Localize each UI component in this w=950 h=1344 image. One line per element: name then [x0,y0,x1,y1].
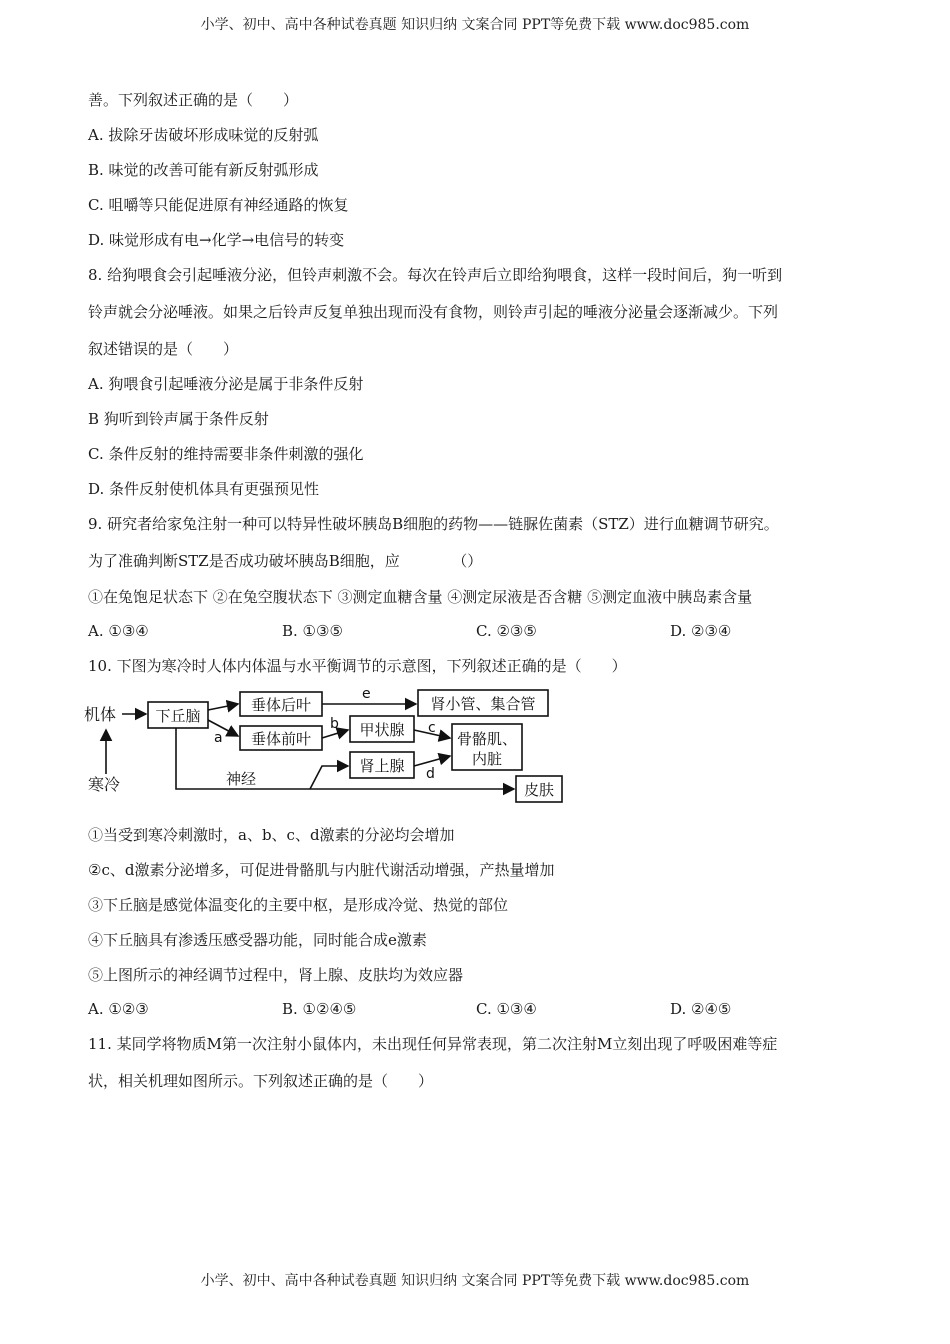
label-xiaqiunao: 下丘脑 [155,707,201,725]
q10-statement-4: ④下丘脑具有渗透压感受器功能，同时能合成e激素 [88,931,427,949]
q10-option-c: C. ①③④ [476,1000,537,1018]
q9-option-d: D. ②③④ [670,622,732,640]
q8-stem-line-1: 8. 给狗喂食会引起唾液分泌，但铃声刺激不会。每次在铃声后立即给狗喂食，这样一段时间后，狗一听到 [88,266,783,284]
q9-option-a: A. ①③④ [88,622,149,640]
q10-statement-3: ③下丘脑是感觉体温变化的主要中枢，是形成冷觉、热觉的部位 [88,896,509,914]
q7-option-c: C. 咀嚼等只能促进原有神经通路的恢复 [88,196,349,214]
label-shenjing: 神经 [226,770,257,788]
label-d: d [426,766,435,782]
q8-option-c: C. 条件反射的维持需要非条件刺激的强化 [88,445,364,463]
label-guge: 骨骼肌、 [456,730,518,748]
q9-option-b: B. ①③⑤ [282,622,343,640]
q9-stem-line-1: 9. 研究者给家兔注射一种可以特异性破坏胰岛B细胞的药物——链脲佐菌素（STZ）进行血糖调节研究。 [88,515,779,533]
label-chuitiqianye: 垂体前叶 [250,730,312,748]
label-jiazhuangxian: 甲状腺 [359,721,405,739]
q8-option-a: A. 狗喂食引起唾液分泌是属于非条件反射 [88,375,364,393]
label-e: e [362,686,371,702]
page-header: 小学、初中、高中各种试卷真题 知识归纳 文案合同 PPT等免费下载 www.doc985.com [200,17,750,33]
label-hanleng: 寒冷 [88,775,121,794]
q10-option-d: D. ②④⑤ [670,1000,732,1018]
q10-option-a: A. ①②③ [88,1000,149,1018]
label-pifu: 皮肤 [523,781,555,799]
page-footer: 小学、初中、高中各种试卷真题 知识归纳 文案合同 PPT等免费下载 www.doc985.com [200,1273,750,1289]
label-jiti: 机体 [84,705,117,724]
q7-option-a: A. 拔除牙齿破坏形成味觉的反射弧 [88,126,319,144]
q11-stem-line-1: 11. 某同学将物质M第一次注射小鼠体内，未出现任何异常表现，第二次注射M立刻出现了呼吸困难等症 [88,1035,778,1053]
label-neizang: 内脏 [471,750,503,768]
regulation-diagram [80,686,580,808]
q10-statement-5: ⑤上图所示的神经调节过程中，肾上腺、皮肤均为效应器 [88,966,464,984]
label-a: a [214,730,223,746]
label-b: b [330,716,339,732]
q7-option-b: B. 味觉的改善可能有新反射弧形成 [88,161,319,179]
q8-option-b: B 狗听到铃声属于条件反射 [88,410,269,428]
q7-option-d: D. 味觉形成有电→化学→电信号的转变 [88,231,345,249]
label-shenxiaoguan: 肾小管、集合管 [430,695,536,713]
q9-items: ①在兔饱足状态下 ②在兔空腹状态下 ③测定血糖含量 ④测定尿液是否含糖 ⑤测定血液中胰岛素含量 [88,588,753,606]
label-shenshangxian: 肾上腺 [359,757,405,775]
q10-stem: 10. 下图为寒冷时人体内体温与水平衡调节的示意图，下列叙述正确的是（ ） [88,657,627,675]
q11-stem-line-2: 状，相关机理如图所示。下列叙述正确的是（ ） [88,1072,434,1090]
q10-option-b: B. ①②④⑤ [282,1000,357,1018]
q8-stem-line-3: 叙述错误的是（ ） [88,340,239,358]
q9-option-c: C. ②③⑤ [476,622,537,640]
q10-statement-2: ②c、d激素分泌增多，可促进骨骼肌与内脏代谢活动增强，产热量增加 [88,861,555,879]
q8-stem-line-2: 铃声就会分泌唾液。如果之后铃声反复单独出现而没有食物，则铃声引起的唾液分泌量会逐渐减少。下列 [88,303,779,321]
q8-option-d: D. 条件反射使机体具有更强预见性 [88,480,320,498]
label-chuitihouye: 垂体后叶 [250,696,312,714]
q10-statement-1: ①当受到寒冷刺激时，a、b、c、d激素的分泌均会增加 [88,826,455,844]
q7-stem-tail: 善。下列叙述正确的是（ ） [88,91,299,109]
label-c: c [428,720,436,736]
q9-stem-line-2: 为了准确判断STZ是否成功破坏胰岛B细胞，应 （） [88,552,483,570]
